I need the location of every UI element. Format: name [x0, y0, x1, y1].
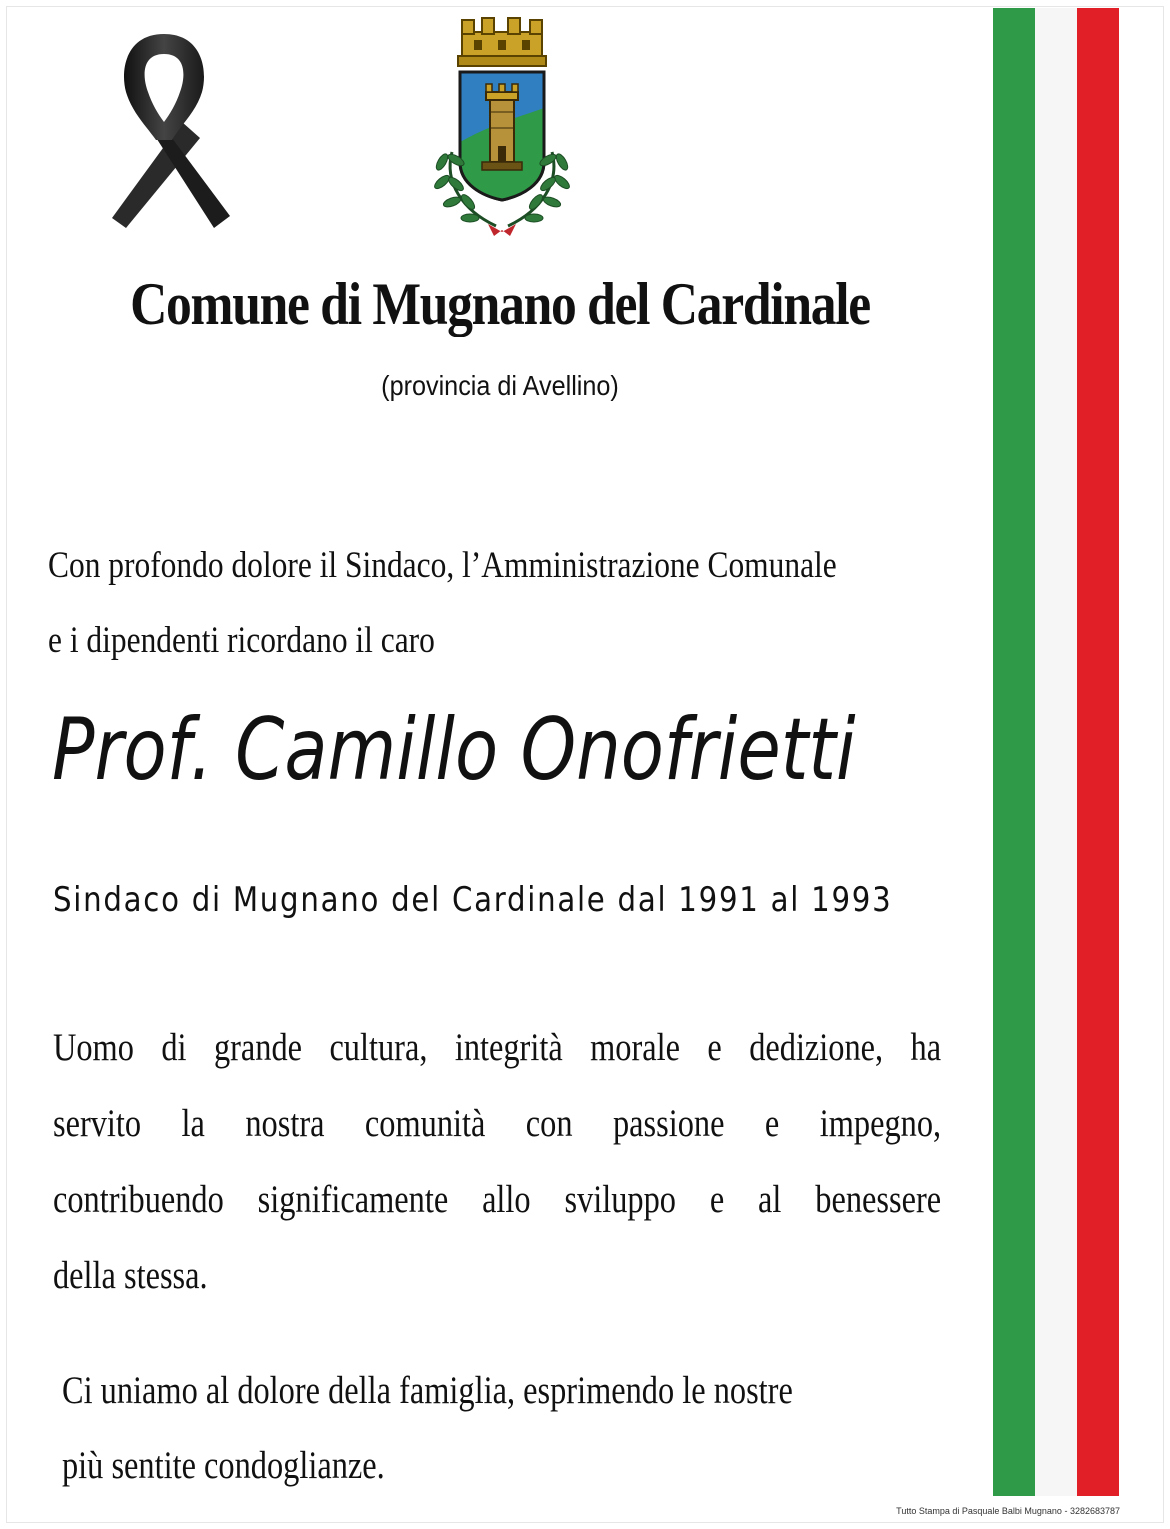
mural-crown-icon [458, 18, 546, 66]
province-subtitle: (provincia di Avellino) [381, 370, 619, 401]
tribute-line: della stessa. [53, 1254, 208, 1297]
intro-line: e i dipendenti ricordano il caro [48, 620, 435, 661]
condolences-line: Ci uniamo al dolore della famiglia, esprimendo le nostre [62, 1369, 793, 1412]
black-ribbon-icon [96, 30, 231, 248]
municipality-title: Comune di Mugnano del Cardinale [130, 271, 870, 337]
tribute-line: Uomo di grande cultura, integrità morale e dedizione, ha [53, 1026, 942, 1069]
deceased-name: Prof. Camillo Onofrietti [52, 700, 856, 800]
intro-text [48, 528, 839, 678]
intro-line: Con profondo dolore il Sindaco, l’Amministrazione Comunale [48, 545, 837, 586]
tribute-line: servito la nostra comunità con passione e impegno, [53, 1102, 942, 1145]
deceased-role: Sindaco di Mugnano del Cardinale dal 1991 al 1993 [53, 880, 893, 920]
condolences-line: più sentite condoglianze. [62, 1444, 385, 1487]
italian-flag-ribbon [993, 8, 1119, 1496]
printer-credit: Tutto Stampa di Pasquale Balbi Mugnano - 3282683787 [896, 1506, 1120, 1516]
flag-red-stripe [1077, 8, 1119, 1496]
flag-green-stripe [993, 8, 1035, 1496]
condolences-paragraph [62, 1353, 793, 1503]
tribute-paragraph [53, 1010, 941, 1314]
coat-of-arms-icon [412, 12, 592, 240]
tribute-line: contribuendo significamente allo sviluppo e al benessere [53, 1178, 942, 1221]
flag-white-stripe [1035, 8, 1077, 1496]
